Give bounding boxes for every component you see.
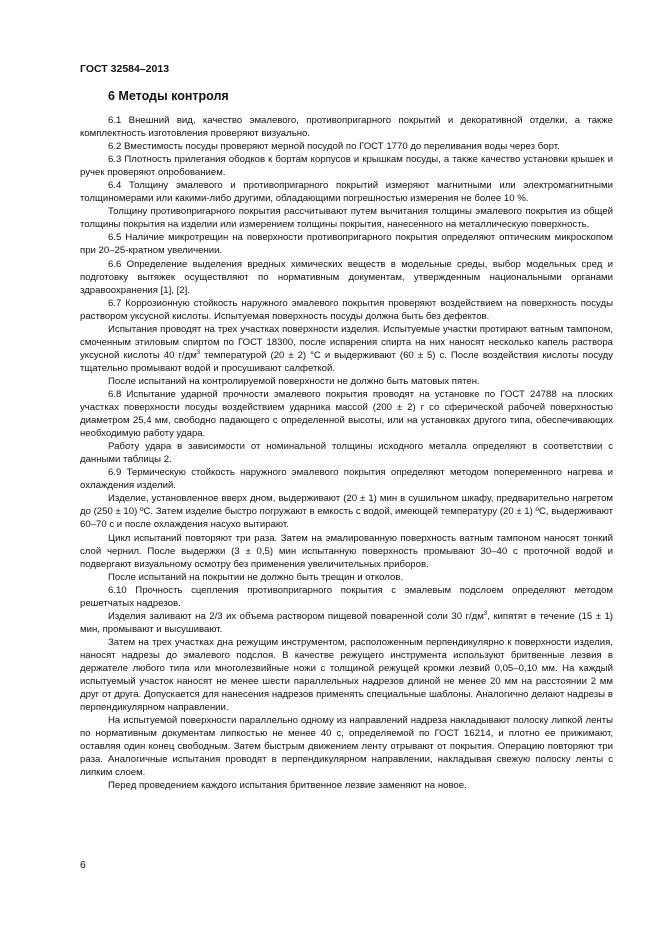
paragraph-text: Изделие, установленное вверх дном, выдерживают (20 ± 1) мин в сушильном шкафу, предварительно нагретом до (250 ± 10) ºС. Затем изделие быстро погружают в емкость с водой, имеющей температуру (20 ± 1) ºС, выдерживают 60–70 с и после охлаждения насухо вытирают. bbox=[80, 493, 613, 531]
section-body bbox=[80, 114, 613, 792]
paragraph-text: 6.5 Наличие микротрещин на поверхности противопригарного покрытия определяют оптическим микроскопом при 20–25-кратном увеличении. bbox=[80, 232, 613, 257]
paragraph bbox=[80, 231, 613, 257]
paragraph-text: После испытаний на контролируемой поверхности не должно быть матовых пятен. bbox=[108, 375, 480, 387]
paragraph bbox=[80, 140, 613, 153]
paragraph-text: На испытуемой поверхности параллельно одному из направлений надреза накладывают полоску липкой ленты по нормативным документам липкостью не менее 40 с, определяемой по ГОСТ 16214, и плотно ее прижимают, оставляя один конец свободным. Затем быстрым движением ленту отрывают от покрытия. Операцию повторяют три раза. Аналогичные испытания проводят в перпендикулярном направлении, накладывая свежую полоску ленты с липким слоем. bbox=[80, 715, 613, 779]
paragraph bbox=[80, 584, 613, 610]
paragraph bbox=[80, 388, 613, 440]
paragraph-text-tail: , кипятят в течение (15 ± 1) мин, промывают и высушивают. bbox=[80, 610, 613, 635]
superscript: 3 bbox=[196, 349, 201, 356]
paragraph-text-tail: температурой (20 ± 2) °С и выдерживают (60 ± 5) с. После воздействия кислоты посуду тщательно промывают водой и просушивают салфеткой. bbox=[80, 349, 613, 374]
paragraph bbox=[80, 610, 613, 636]
paragraph bbox=[80, 466, 613, 492]
paragraph-text: 6.3 Плотность прилегания ободков к бортам корпусов и крышкам посуды, а также качество установки крышек и ручек проверяют опробованием. bbox=[80, 154, 613, 179]
paragraph bbox=[80, 114, 613, 140]
paragraph bbox=[80, 440, 613, 466]
document-header-standard-id: ГОСТ 32584–2013 bbox=[80, 63, 170, 75]
paragraph bbox=[80, 297, 613, 323]
paragraph-text: После испытаний на покрытии не должно быть трещин и отколов. bbox=[108, 571, 404, 583]
paragraph-text: 6.9 Термическую стойкость наружного эмалевого покрытия определяют методом попеременного нагрева и охлаждения изделий. bbox=[80, 467, 613, 492]
paragraph-text: Работу удара в зависимости от номинальной толщины исходного металла определяют в соответствии с данными таблицы 2. bbox=[80, 441, 613, 466]
superscript: 3 bbox=[483, 610, 488, 617]
paragraph bbox=[80, 323, 613, 375]
paragraph bbox=[80, 153, 613, 179]
paragraph-text: 6.6 Определение выделения вредных химических веществ в модельные среды, выбор модельных сред и подготовку вытяжек осуществляют по нормативным документам, утвержденным национальными органами здравоохранения [1], [2]. bbox=[80, 258, 613, 296]
paragraph bbox=[80, 779, 613, 792]
paragraph bbox=[80, 492, 613, 531]
paragraph bbox=[80, 571, 613, 584]
paragraph bbox=[80, 714, 613, 779]
paragraph-text: 6.2 Вместимость посуды проверяют мерной посудой по ГОСТ 1770 до переливания воды через борт. bbox=[108, 141, 560, 153]
paragraph-text: 6.1 Внешний вид, качество эмалевого, противопригарного покрытий и декоративной отделки, а также комплектность изготовления проверяют визуально. bbox=[80, 115, 613, 140]
paragraph-text: Толщину противопригарного покрытия рассчитывают путем вычитания толщины эмалевого покрытия из общей толщины покрытия на изделии или измерением толщины покрытия, нанесенного на металлическую поверхность. bbox=[80, 206, 613, 231]
paragraph-text: Перед проведением каждого испытания бритвенное лезвие заменяют на новое. bbox=[108, 780, 467, 792]
paragraph-text: Цикл испытаний повторяют три раза. Затем на эмалированную поверхность ватным тампоном наносят тонкий слой чернил. После выдержки (3 ± 0,5) мин испытанную поверхность промывают 30–40 с проточной водой и подвергают визуальному осмотру без применения увеличительных приборов. bbox=[80, 532, 613, 570]
paragraph bbox=[80, 636, 613, 714]
paragraph-text: 6.4 Толщину эмалевого и противопригарного покрытий измеряют магнитными или электромагнитными толщиномерами или какими-либо другими, обладающими погрешностью измерения не более 10 %. bbox=[80, 180, 613, 205]
paragraph-text: Изделия заливают на 2/3 их объема раствором пищевой поваренной соли 30 г/дм bbox=[108, 610, 484, 622]
section-title: 6 Методы контроля bbox=[108, 89, 229, 103]
paragraph-text: 6.7 Коррозионную стойкость наружного эмалевого покрытия проверяют воздействием на поверхность посуды раствором уксусной кислоты. Испытуемая поверхность посуды должна быть без дефектов. bbox=[80, 297, 613, 322]
paragraph bbox=[80, 179, 613, 205]
paragraph-text: Затем на трех участках дна режущим инструментом, расположенным перпендикулярно к поверхности изделия, наносят надрезы до эмалевого подслоя. В качестве режущего инструмента используют бритвенные лезвия в держателе любого типа или многолезвийные ножи с толщиной режущей кромки лезвий 0,05–0,10 мм. На каждый испытуемый участок наносят не менее шести параллельных надрезов длиной не менее 20 мм на расстоянии 2 мм друг от друга. Допускается для нанесения надрезов применять специальные шаблоны. Аналогично делают надрезы в перпендикулярном направлении. bbox=[80, 636, 613, 714]
paragraph bbox=[80, 375, 613, 388]
paragraph bbox=[80, 532, 613, 571]
paragraph bbox=[80, 258, 613, 297]
paragraph-text: Испытания проводят на трех участках поверхности изделия. Испытуемые участки протирают ватным тампоном, смоченным этиловым спиртом по ГОСТ 18300, после испарения спирта на них наносят несколько капель раствора уксусной кислоты 40 г/дм bbox=[80, 323, 613, 361]
page-number: 6 bbox=[80, 859, 86, 871]
paragraph-text: 6.8 Испытание ударной прочности эмалевого покрытия проводят на установке по ГОСТ 24788 на плоских участках поверхности посуды воздействием ударника массой (200 ± 2) г со сферической рабочей поверхностью диаметром 25,4 мм, свободно падающего с определенной высоты, или на установках другого типа, обеспечивающих необходимую работу удара. bbox=[80, 388, 613, 440]
paragraph bbox=[80, 205, 613, 231]
paragraph-text: 6.10 Прочность сцепления противопригарного покрытия с эмалевым подслоем определяют методом решетчатых надрезов. bbox=[80, 584, 613, 609]
